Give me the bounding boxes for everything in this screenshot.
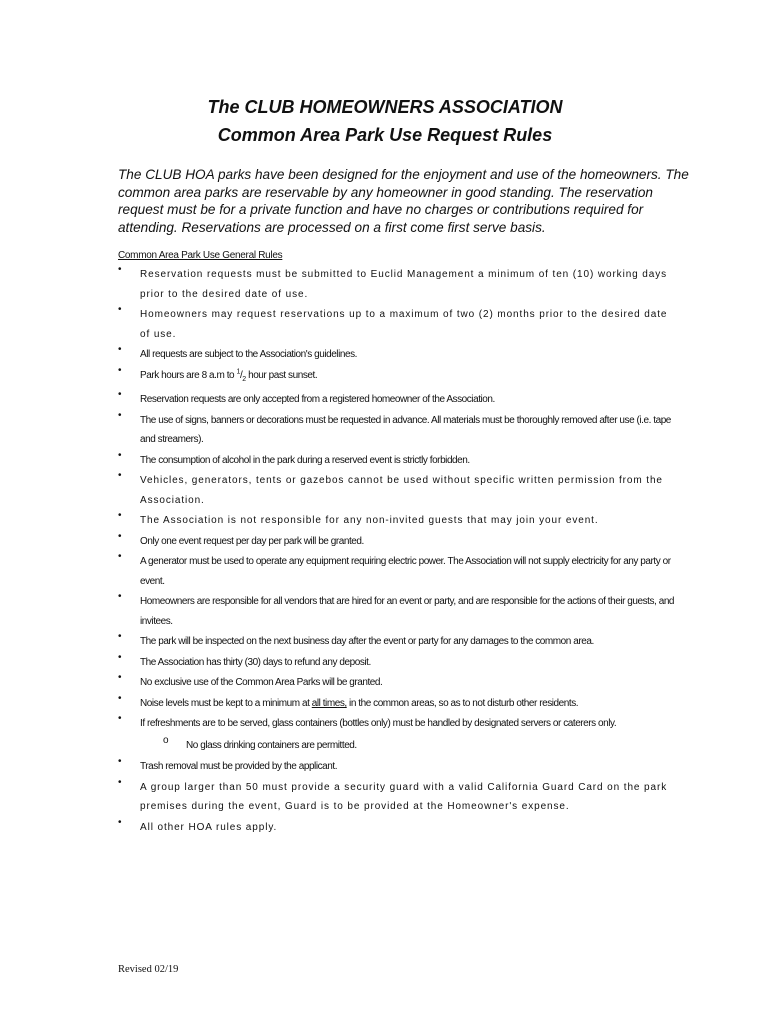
document-subtitle: Common Area Park Use Request Rules — [217, 125, 553, 145]
rule-text: Reservation requests must be submitted to Euclid Management a minimum of ten (10) working days prior to the desired date of use. — [140, 269, 668, 300]
bullet-icon: • — [118, 470, 122, 482]
rule-text: Reservation requests are only accepted from a registered homeowner of the Association. — [140, 394, 495, 406]
bullet-icon: • — [118, 389, 122, 401]
rule-text: If refreshments are to be served, glass containers (bottles only) must be handled by designated servers or caterers only. — [140, 718, 617, 730]
rule-text: A generator must be used to operate any equipment requiring electric power. The Association will not supply electricity for any party or event. — [140, 556, 671, 587]
bullet-icon: • — [118, 692, 122, 704]
document-title: The CLUB HOMEOWNERS ASSOCIATION — [207, 97, 563, 117]
bullet-icon: • — [118, 672, 122, 684]
list-item — [0, 756, 675, 776]
list-item — [0, 450, 675, 470]
hollow-bullet-icon: o — [163, 734, 169, 746]
rule-text: A group larger than 50 must provide a security guard with a valid California Guard Card on the park premises during the event, Guard is to be provided at the Homeowner's expense. — [140, 781, 668, 813]
rule-text — [140, 698, 578, 709]
list-item — [0, 531, 675, 551]
bullet-icon: • — [118, 816, 122, 828]
rule-text: The Association is not responsible for any non-invited guests that may join your event. — [140, 515, 599, 527]
noise-rule-text: Noise levels must be kept to a minimum at — [140, 697, 310, 709]
rule-text: Homeowners may request reservations up to a maximum of two (2) months prior to the desired date of use. — [140, 309, 668, 340]
list-item — [0, 777, 675, 816]
list-item — [0, 410, 675, 449]
noise-rule-suffix: in the common areas, so as to not disturb other residents. — [346, 697, 579, 709]
intro-paragraph: The CLUB HOA parks have been designed for the enjoyment and use of the homeowners. The common area parks are reservable by any homeowner in good standing. The reservation request must be for a private function and have no charges or contributions required for attending. Reservations are processed on a first come first serve basis. — [118, 167, 689, 235]
list-item — [0, 713, 675, 733]
rule-text: Homeowners are responsible for all vendors that are hired for an event or party, and are responsible for the actions of their guests, and invitees. — [140, 596, 675, 627]
rule-text: The Association has thirty (30) days to refund any deposit. — [140, 656, 371, 668]
revision-footer: Revised 02/19 — [118, 964, 179, 975]
rule-text: The consumption of alcohol in the park during a reserved event is strictly forbidden. — [140, 454, 470, 466]
bullet-icon: • — [118, 651, 122, 663]
rule-text: The park will be inspected on the next business day after the event or party for any damages to the common area. — [140, 636, 594, 648]
bullet-icon: • — [118, 591, 122, 603]
list-item — [0, 389, 675, 409]
list-item — [0, 365, 675, 389]
bullet-icon: • — [118, 551, 122, 563]
bullet-icon: • — [118, 530, 122, 542]
bullet-icon: • — [118, 776, 122, 788]
list-item — [0, 551, 675, 590]
park-hours-suffix: hour past sunset. — [245, 369, 318, 381]
section-heading: Common Area Park Use General Rules — [118, 250, 283, 261]
list-item — [0, 652, 675, 672]
list-item — [0, 264, 675, 303]
park-hours-text: Park hours are 8 a.m to — [140, 369, 235, 381]
rule-text: Trash removal must be provided by the applicant. — [140, 761, 338, 773]
rule-text: No exclusive use of the Common Area Parks will be granted. — [140, 677, 383, 689]
list-item — [0, 344, 675, 364]
bullet-icon: • — [118, 713, 122, 725]
list-item — [0, 672, 675, 692]
rule-text: Park hours are 8 a.m to $^1/_2$ hour past sunset. — [140, 368, 318, 383]
list-item — [0, 693, 675, 713]
sub-list-item — [0, 735, 770, 755]
bullet-icon: • — [118, 449, 122, 461]
list-item — [0, 510, 675, 530]
bullet-icon: • — [118, 264, 122, 275]
noise-rule-emphasis: all times, — [311, 697, 347, 709]
bullet-icon: • — [118, 756, 122, 768]
bullet-icon: • — [118, 510, 122, 522]
bullet-icon: • — [118, 409, 122, 421]
list-item — [0, 631, 675, 651]
rule-text: Only one event request per day per park will be granted. — [140, 535, 364, 547]
bullet-icon: • — [118, 344, 122, 355]
bullet-icon: • — [118, 631, 122, 643]
list-item — [0, 470, 675, 509]
rule-text: All requests are subject to the Association's guidelines. — [140, 349, 357, 360]
rule-text: The use of signs, banners or decorations must be requested in advance. All materials must be thoroughly removed after use (i.e. tape and streamers). — [140, 414, 671, 446]
list-item — [0, 817, 675, 837]
rules-list — [0, 264, 770, 837]
list-item — [0, 304, 675, 343]
fraction-numerator: 1 — [236, 368, 240, 376]
rule-text: Vehicles, generators, tents or gazebos cannot be used without specific written permission from the Association. — [140, 475, 663, 506]
fraction-denominator: 2 — [242, 375, 246, 383]
list-item — [0, 591, 675, 630]
sub-rule-text: No glass drinking containers are permitted. — [186, 739, 357, 751]
rule-text: All other HOA rules apply. — [140, 821, 278, 833]
bullet-icon: • — [118, 364, 122, 376]
bullet-icon: • — [118, 304, 122, 315]
